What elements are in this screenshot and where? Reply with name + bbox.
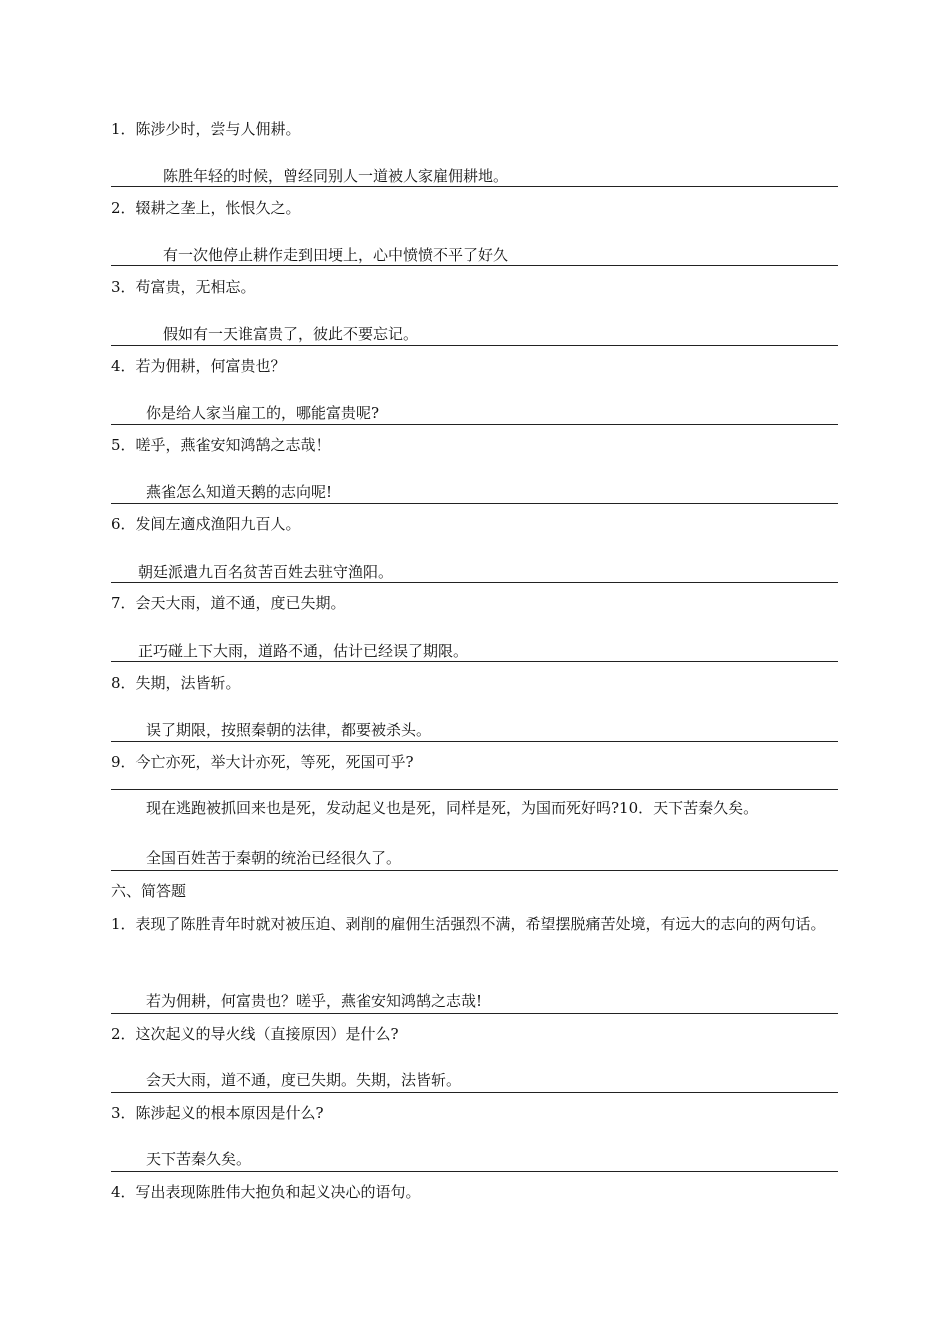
short-answer-answer-1: 若为佣耕，何富贵也？嗟乎，燕雀安知鸿鹄之志哉! <box>146 992 483 1010</box>
translation-answer-7: 正巧碰上下大雨，道路不通，估计已经误了期限。 <box>138 642 469 660</box>
answer-line-10 <box>111 870 838 871</box>
translation-answer-4: 你是给人家当雇工的，哪能富贵呢? <box>146 404 380 422</box>
section-title: 六、简答题 <box>111 882 187 900</box>
short-answer-answer-3: 天下苦秦久矣。 <box>146 1150 252 1168</box>
answer-line-4 <box>111 424 838 425</box>
answer-line-1 <box>111 186 838 187</box>
short-answer-question-3: 3．陈涉起义的根本原因是什么? <box>111 1104 324 1122</box>
answer-line-11 <box>111 1013 838 1014</box>
translation-answer-1: 陈胜年轻的时候，曾经同别人一道被人家雇佣耕地。 <box>163 167 509 185</box>
answer-line-2 <box>111 265 838 266</box>
translation-question-3: 3．苟富贵，无相忘。 <box>111 278 256 296</box>
translation-question-8: 8．失期，法皆斩。 <box>111 674 241 692</box>
answer-line-3 <box>111 345 838 346</box>
translation-question-7: 7．会天大雨，道不通，度已失期。 <box>111 594 346 612</box>
short-answer-answer-2: 会天大雨，道不通，度已失期。失期，法皆斩。 <box>146 1071 462 1089</box>
answer-line-12 <box>111 1092 838 1093</box>
answer-line-7 <box>111 661 838 662</box>
translation-answer-2: 有一次他停止耕作走到田埂上，心中愤愤不平了好久 <box>163 246 509 264</box>
translation-answer-6: 朝廷派遣九百名贫苦百姓去驻守渔阳。 <box>138 563 394 581</box>
translation-answer-5: 燕雀怎么知道天鹅的志向呢! <box>146 483 333 501</box>
short-answer-question-1: 1．表现了陈胜青年时就对被压迫、剥削的雇佣生活强烈不满，希望摆脱痛苦处境，有远大的志向的两句话。 <box>111 915 826 933</box>
translation-question-2: 2．辍耕之垄上，怅恨久之。 <box>111 199 301 217</box>
answer-line-8 <box>111 741 838 742</box>
translation-answer-3: 假如有一天谁富贵了，彼此不要忘记。 <box>163 325 419 343</box>
translation-answer-10: 全国百姓苦于秦朝的统治已经很久了。 <box>146 849 402 867</box>
translation-question-1: 1．陈涉少时，尝与人佣耕。 <box>111 120 301 138</box>
answer-line-13 <box>111 1171 838 1172</box>
translation-answer-8: 误了期限，按照秦朝的法律，都要被杀头。 <box>146 721 432 739</box>
translation-question-9: 9．今亡亦死，举大计亦死，等死，死国可乎? <box>111 753 414 771</box>
short-answer-question-4: 4．写出表现陈胜伟大抱负和起义决心的语句。 <box>111 1183 421 1201</box>
short-answer-question-2: 2．这次起义的导火线（直接原因）是什么? <box>111 1025 399 1043</box>
answer-line-6 <box>111 582 838 583</box>
answer-line-5 <box>111 503 838 504</box>
translation-question-4: 4．若为佣耕，何富贵也？ <box>111 357 286 375</box>
translation-question-5: 5．嗟乎，燕雀安知鸿鹄之志哉！ <box>111 436 331 454</box>
answer-line-9 <box>111 789 838 790</box>
translation-question-6: 6．发闾左適戍渔阳九百人。 <box>111 515 301 533</box>
translation-answer-9: 现在逃跑被抓回来也是死，发动起义也是死，同样是死，为国而死好吗?10．天下苦秦久矣。 <box>146 799 759 817</box>
